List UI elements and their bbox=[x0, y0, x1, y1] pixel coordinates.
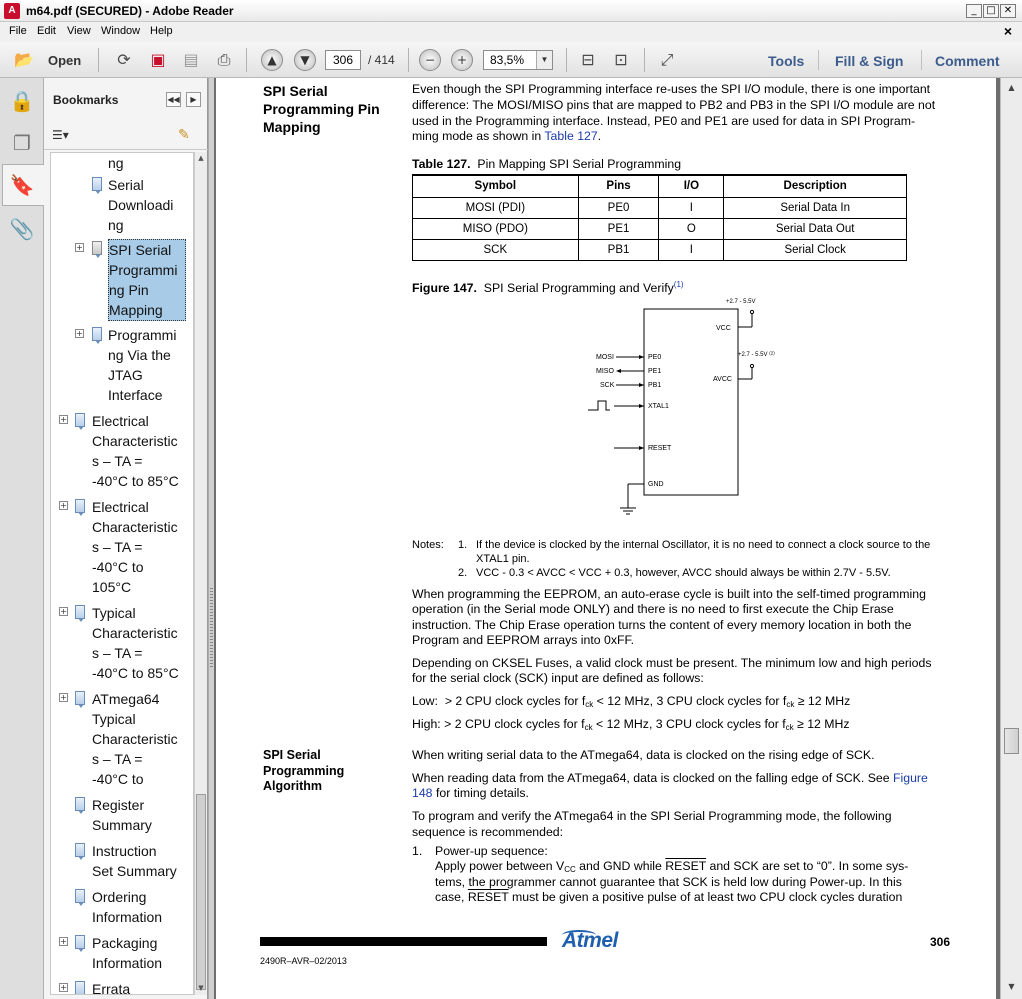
high-label: High: bbox=[412, 717, 441, 731]
intro-text: ming mode as shown in bbox=[412, 129, 545, 143]
heading-line: Programming bbox=[263, 763, 345, 778]
pe1-pin-label: PE1 bbox=[648, 368, 662, 375]
menu-file[interactable]: File bbox=[9, 25, 27, 37]
high-period-line bbox=[412, 717, 850, 736]
page-number: 306 bbox=[930, 935, 951, 949]
bookmark-page-icon bbox=[75, 889, 85, 903]
bookmark-page-icon bbox=[75, 797, 85, 811]
title-bar bbox=[0, 0, 1022, 22]
note-number: 2. bbox=[458, 567, 468, 579]
rising-edge-line: When writing serial data to the ATmega64, data is clocked on the rising edge of SCK. bbox=[412, 748, 875, 762]
bookmark-item-typical-85[interactable]: -40°C to 85°C bbox=[92, 665, 179, 681]
miso-arrow bbox=[616, 369, 621, 373]
open-button[interactable]: Open bbox=[48, 53, 82, 68]
expand-icon[interactable]: + bbox=[60, 937, 67, 946]
bookmark-icon[interactable]: 🔖 bbox=[9, 173, 35, 197]
bookmark-label-line: Mapping bbox=[109, 302, 163, 318]
note-number: 1. bbox=[458, 539, 468, 551]
eeprom-line: When programming the EEPROM, an auto-erase cycle is built into the self-timed programming bbox=[412, 587, 926, 601]
vcc-pin-label: VCC bbox=[716, 325, 731, 332]
export-pdf-icon[interactable]: ▣ bbox=[150, 50, 166, 69]
splitter-grip[interactable] bbox=[210, 588, 213, 668]
step-1-title: Power-up sequence: bbox=[435, 844, 548, 858]
bookmark-item-electrical-105[interactable]: 105°C bbox=[92, 579, 132, 595]
menu-bar bbox=[0, 22, 1022, 42]
table-row bbox=[413, 197, 907, 218]
table-cell: Serial Data In bbox=[724, 197, 907, 218]
bookmark-page-icon bbox=[75, 843, 85, 857]
table-header-row bbox=[413, 175, 907, 197]
falling-text: When reading data from the ATmega64, data is clocked on the falling edge of SCK. See bbox=[412, 771, 894, 785]
comment-button[interactable]: Comment bbox=[935, 53, 1000, 69]
bookmark-item-atmega64-typical[interactable]: -40°C to bbox=[92, 771, 144, 787]
menu-help[interactable]: Help bbox=[150, 25, 173, 37]
pe0-pin-label: PE0 bbox=[648, 354, 662, 361]
avcc-pin-label: AVCC bbox=[713, 376, 732, 383]
notes-label: Notes: bbox=[412, 539, 444, 551]
reset-signal: RESET bbox=[665, 859, 707, 873]
eeprom-line: Program and EEPROM arrays into 0xFF. bbox=[412, 633, 635, 647]
expand-panel-icon[interactable]: ▶ bbox=[186, 92, 201, 107]
collapse-panel-icon[interactable]: ◀◀ bbox=[166, 92, 181, 107]
bookmark-item-typical-85[interactable]: s – TA = bbox=[92, 645, 143, 661]
table-row bbox=[413, 239, 907, 260]
falling-text: for timing details. bbox=[432, 786, 529, 800]
bookmark-item-typical-85[interactable]: Typical bbox=[92, 605, 136, 621]
section-heading-algorithm bbox=[263, 748, 344, 795]
table-title: Pin Mapping SPI Serial Programming bbox=[477, 157, 682, 171]
toolbar bbox=[0, 42, 1022, 78]
clock-text: ≥ 12 MHz bbox=[794, 694, 851, 708]
table-127-link[interactable]: Table 127 bbox=[544, 129, 598, 143]
zoom-value: 83,5% bbox=[490, 53, 525, 67]
expand-icon[interactable]: + bbox=[60, 983, 67, 992]
bookmark-item-serial-downloading[interactable]: Serial bbox=[108, 177, 144, 193]
table-cell: MOSI (PDI) bbox=[413, 197, 579, 218]
bookmark-item-electrical-105[interactable]: -40°C to bbox=[92, 559, 144, 575]
page-number-input[interactable]: 306 bbox=[325, 50, 361, 70]
figure-note-link[interactable]: (1) bbox=[673, 280, 684, 289]
find-bookmark-icon[interactable]: ✎ bbox=[178, 127, 190, 143]
chip-body bbox=[644, 309, 738, 495]
toolbar-separator bbox=[98, 48, 99, 72]
avcc-note: (2) bbox=[769, 350, 775, 356]
mosi-signal-label: MOSI bbox=[596, 354, 614, 361]
table-cell: MISO (PDO) bbox=[413, 218, 579, 239]
sck-signal-label: SCK bbox=[600, 382, 615, 389]
heading-line: SPI Serial bbox=[263, 83, 328, 99]
bookmark-page-icon bbox=[75, 413, 85, 427]
clock-subscript: ck bbox=[785, 723, 794, 732]
clock-text: < 12 MHz, 3 CPU clock cycles for f bbox=[592, 717, 786, 731]
bookmark-item-programming-via-jtag[interactable]: JTAG bbox=[108, 367, 143, 383]
avcc-terminal bbox=[750, 364, 753, 367]
clock-text: ≥ 12 MHz bbox=[793, 717, 850, 731]
clock-text: < 12 MHz, 3 CPU clock cycles for f bbox=[593, 694, 787, 708]
bookmark-options-icon[interactable]: ☰▾ bbox=[52, 128, 69, 142]
fit-page-icon[interactable]: ⊟ bbox=[581, 50, 595, 69]
bookmark-item-instruction-set-summary[interactable]: Set Summary bbox=[92, 863, 177, 879]
bookmark-item-programming-via-jtag[interactable]: Interface bbox=[108, 387, 163, 403]
vcc-supply-label: +2.7 - 5.5V bbox=[726, 299, 756, 305]
reset-signal: RESET bbox=[467, 890, 509, 904]
bookmark-page-icon bbox=[92, 177, 102, 191]
step-text: must be given a positive pulse of at least two CPU clock cycles duration bbox=[508, 890, 903, 904]
window-title: m64.pdf (SECURED) - Adobe Reader bbox=[26, 4, 234, 18]
bookmarks-scroll-thumb[interactable] bbox=[196, 794, 206, 990]
zoom-select[interactable] bbox=[483, 50, 553, 70]
step-text: and GND while bbox=[575, 859, 666, 873]
previous-page-button[interactable]: ▲ bbox=[261, 49, 283, 71]
falling-edge-line bbox=[412, 786, 529, 802]
expand-icon[interactable]: + bbox=[60, 607, 67, 616]
bookmark-item-programming-via-jtag[interactable]: ng Via the bbox=[108, 347, 171, 363]
bookmark-item-atmega64-typical[interactable]: Characteristic bbox=[92, 731, 178, 747]
scroll-down-icon[interactable]: ▼ bbox=[198, 984, 204, 992]
bookmark-item-atmega64-typical[interactable]: ATmega64 bbox=[92, 691, 160, 707]
atmel-logo: Atmel bbox=[562, 929, 618, 952]
reset-arrow bbox=[639, 446, 644, 450]
menu-window[interactable]: Window bbox=[101, 25, 141, 37]
table-cell: PE1 bbox=[578, 218, 659, 239]
bookmarks-header bbox=[44, 78, 208, 122]
clock-subscript: ck bbox=[786, 700, 795, 709]
bookmark-item-electrical-85[interactable]: -40°C to 85°C bbox=[92, 473, 179, 489]
avcc-supply-text: +2.7 - 5.5V bbox=[738, 352, 768, 358]
close-button[interactable]: ✕ bbox=[1000, 4, 1016, 18]
menu-view[interactable]: View bbox=[67, 25, 91, 37]
intro-line: Even though the SPI Programming interface re-uses the SPI I/O module, there is one important bbox=[412, 82, 931, 96]
document-code: 2490R–AVR–02/2013 bbox=[260, 956, 347, 966]
toolbar-separator bbox=[921, 50, 922, 70]
avcc-supply-label bbox=[738, 351, 775, 359]
toolbar-separator bbox=[566, 48, 567, 72]
scroll-down-icon[interactable]: ▼ bbox=[1008, 982, 1015, 991]
document-view[interactable] bbox=[214, 78, 1000, 999]
note-1-line: If the device is clocked by the internal Oscillator, it is no need to connect a clock source to the bbox=[476, 539, 931, 551]
bookmark-label-line: ng Pin bbox=[109, 282, 149, 298]
bookmark-item-serial-downloading[interactable]: ng bbox=[108, 217, 124, 233]
table-cell: PE0 bbox=[578, 197, 659, 218]
step-1-line: tems, the programmer cannot guarantee that SCK is held low during Power-up. In this bbox=[435, 875, 902, 889]
verify-line: To program and verify the ATmega64 in the SPI Serial Programming mode, the following bbox=[412, 809, 892, 823]
expand-icon[interactable]: + bbox=[76, 243, 83, 252]
bookmarks-scrollbar[interactable] bbox=[194, 152, 207, 995]
bookmark-page-icon bbox=[75, 935, 85, 949]
save-icon[interactable]: ▤ bbox=[183, 50, 199, 69]
page-total: / 414 bbox=[368, 53, 395, 67]
bookmark-page-icon bbox=[75, 605, 85, 619]
bookmark-item-packaging-information[interactable]: Information bbox=[92, 955, 163, 971]
lock-icon[interactable]: 🔒 bbox=[9, 89, 35, 113]
gnd-pin-label: GND bbox=[648, 481, 664, 488]
table-cell: O bbox=[659, 218, 724, 239]
section-heading-pin-mapping bbox=[263, 82, 380, 136]
chevron-down-icon[interactable]: ▼ bbox=[536, 51, 552, 69]
table-number: Table 127. bbox=[412, 157, 471, 171]
bookmark-item-electrical-85[interactable]: Electrical bbox=[92, 413, 149, 429]
sck-arrow bbox=[639, 383, 644, 387]
read-mode-icon[interactable]: ⤢ bbox=[660, 50, 674, 69]
mosi-arrow bbox=[639, 355, 644, 359]
toolbar-separator bbox=[818, 50, 819, 70]
bookmark-item[interactable]: ng bbox=[108, 155, 124, 171]
intro-line bbox=[412, 129, 601, 145]
eeprom-line: operation (in the Serial mode ONLY) and there is no need to first execute the Chip Erase bbox=[412, 602, 894, 616]
fill-sign-button[interactable]: Fill & Sign bbox=[835, 53, 904, 69]
bookmark-item-electrical-105[interactable]: Electrical bbox=[92, 499, 149, 515]
pin-mapping-table bbox=[412, 174, 907, 261]
clock-text: > 2 CPU clock cycles for f bbox=[444, 694, 586, 708]
vcc-terminal bbox=[750, 310, 753, 313]
clock-subscript: ck bbox=[585, 700, 594, 709]
bookmark-item-ordering-information[interactable]: Ordering bbox=[92, 889, 147, 905]
step-text: Apply power between V bbox=[435, 859, 565, 873]
bookmark-item-serial-downloading[interactable]: Downloadi bbox=[108, 197, 174, 213]
bookmark-label-line: Programmi bbox=[109, 262, 178, 278]
bookmark-item-programming-via-jtag[interactable]: Programmi bbox=[108, 327, 177, 343]
print-icon[interactable]: ⎙ bbox=[217, 50, 231, 69]
pdf-page bbox=[216, 78, 996, 999]
cksel-line: Depending on CKSEL Fuses, a valid clock must be present. The minimum low and high periods bbox=[412, 656, 932, 670]
intro-end: . bbox=[597, 129, 602, 143]
low-label: Low: bbox=[412, 694, 438, 708]
bookmark-page-icon bbox=[75, 981, 85, 995]
spi-programming-schematic bbox=[588, 293, 788, 519]
bookmarks-title: Bookmarks bbox=[53, 93, 119, 107]
bookmarks-toolbar bbox=[44, 122, 208, 150]
pb1-pin-label: PB1 bbox=[648, 382, 662, 389]
figure-148-link[interactable]: Figure bbox=[893, 771, 928, 785]
reset-pin-label: RESET bbox=[648, 445, 672, 452]
bookmark-page-icon bbox=[75, 499, 85, 513]
document-scrollbar[interactable] bbox=[1000, 78, 1022, 999]
bookmark-item-ordering-information[interactable]: Information bbox=[92, 909, 163, 925]
heading-line: Programming Pin bbox=[263, 101, 380, 117]
bookmark-item-typical-85[interactable]: Characteristic bbox=[92, 625, 178, 641]
column-header: Symbol bbox=[413, 175, 579, 197]
step-1-line bbox=[435, 890, 902, 906]
step-text: case, bbox=[435, 890, 468, 904]
expand-icon[interactable]: + bbox=[60, 501, 67, 510]
table-row bbox=[413, 218, 907, 239]
note-1-line: XTAL1 pin. bbox=[476, 553, 530, 565]
pages-icon[interactable]: ❐ bbox=[13, 131, 31, 155]
bookmark-item-electrical-85[interactable]: Characteristic bbox=[92, 433, 178, 449]
adobe-reader-icon: A bbox=[4, 3, 20, 19]
bookmark-item-register-summary[interactable]: Register bbox=[92, 797, 145, 813]
intro-line: difference: The MOSI/MISO pins that are mapped to PB2 and PB3 in the SPI I/O module are not bbox=[412, 98, 936, 112]
bookmarks-tree bbox=[50, 152, 194, 995]
bookmark-item-register-summary[interactable]: Summary bbox=[92, 817, 152, 833]
bookmark-item-electrical-85[interactable]: s – TA = bbox=[92, 453, 143, 469]
bookmark-page-icon bbox=[92, 241, 102, 255]
xtal1-arrow bbox=[639, 404, 644, 408]
cksel-line: for the serial clock (SCK) input are defined as follows: bbox=[412, 671, 704, 685]
close-document-button[interactable]: × bbox=[1003, 23, 1012, 39]
column-header: Pins bbox=[578, 175, 659, 197]
heading-line: Algorithm bbox=[263, 779, 323, 793]
zoom-out-button[interactable]: − bbox=[419, 49, 441, 71]
bookmark-page-icon bbox=[75, 691, 85, 705]
clock-subscript: ck bbox=[584, 723, 593, 732]
table-cell: SCK bbox=[413, 239, 579, 260]
table-cell: Serial Clock bbox=[724, 239, 907, 260]
falling-edge-line bbox=[412, 771, 928, 787]
attachments-icon[interactable]: 📎 bbox=[9, 217, 35, 241]
intro-line: used in the Programming interface. Instead, PE0 and PE1 are used for data in SPI Program- bbox=[412, 114, 916, 128]
column-header: I/O bbox=[659, 175, 724, 197]
bookmark-item-atmega64-typical[interactable]: s – TA = bbox=[92, 751, 143, 767]
step-number: 1. bbox=[412, 844, 423, 858]
heading-line: SPI Serial bbox=[263, 748, 321, 762]
clock-pulse bbox=[588, 401, 610, 410]
bookmark-item-packaging-information[interactable]: Packaging bbox=[92, 935, 158, 951]
menu-edit[interactable]: Edit bbox=[37, 25, 56, 37]
vcc-subscript: CC bbox=[564, 865, 576, 874]
miso-signal-label: MISO bbox=[596, 368, 614, 375]
bookmarks-panel bbox=[44, 78, 208, 999]
tools-button[interactable]: Tools bbox=[768, 53, 805, 69]
expand-icon[interactable]: + bbox=[60, 693, 67, 702]
zoom-in-button[interactable]: + bbox=[451, 49, 473, 71]
table-cell: I bbox=[659, 239, 724, 260]
bookmark-item-instruction-set-summary[interactable]: Instruction bbox=[92, 843, 157, 859]
table-caption bbox=[412, 157, 681, 173]
heading-line: Mapping bbox=[263, 119, 321, 135]
toolbar-separator bbox=[408, 48, 409, 72]
bookmark-label-line: SPI Serial bbox=[109, 242, 172, 258]
bookmark-item-electrical-105[interactable]: s – TA = bbox=[92, 539, 143, 555]
create-pdf-icon[interactable]: ⟳ bbox=[117, 50, 131, 69]
toolbar-separator bbox=[644, 48, 645, 72]
low-period-line bbox=[412, 694, 850, 713]
table-cell: I bbox=[659, 197, 724, 218]
bookmark-item-spi-serial-programming-pin-mapping[interactable] bbox=[108, 239, 186, 321]
bookmark-item-atmega64-typical[interactable]: Typical bbox=[92, 711, 136, 727]
figure-number: Figure 147. bbox=[412, 281, 477, 296]
open-folder-icon[interactable]: 📂 bbox=[14, 50, 34, 69]
bookmark-item-electrical-105[interactable]: Characteristic bbox=[92, 519, 178, 535]
note-2-line: VCC - 0.3 < AVCC < VCC + 0.3, however, AVCC should always be within 2.7V - 5.5V. bbox=[476, 567, 891, 579]
figure-148-link[interactable]: 148 bbox=[412, 786, 433, 800]
verify-line: sequence is recommended: bbox=[412, 825, 564, 839]
maximize-button[interactable]: □ bbox=[983, 4, 999, 18]
figure-title: SPI Serial Programming and Verify bbox=[483, 281, 674, 296]
minimize-button[interactable]: _ bbox=[966, 4, 982, 18]
next-page-button[interactable]: ▼ bbox=[294, 49, 316, 71]
bookmark-item-errata[interactable]: Errata bbox=[92, 981, 131, 995]
xtal1-pin-label: XTAL1 bbox=[648, 403, 669, 410]
step-text: and SCK are set to “0”. In some sys- bbox=[706, 859, 909, 873]
table-cell: PB1 bbox=[578, 239, 659, 260]
fit-width-icon[interactable]: ⊡ bbox=[614, 50, 628, 69]
toolbar-separator bbox=[246, 48, 247, 72]
eeprom-line: instruction. The Chip Erase operation turns the content of every memory location in both the bbox=[412, 618, 912, 632]
bookmark-page-icon bbox=[92, 327, 102, 341]
scroll-up-icon[interactable]: ▲ bbox=[1008, 83, 1015, 92]
document-scroll-thumb[interactable] bbox=[1004, 728, 1019, 754]
footer-rule bbox=[260, 937, 547, 946]
table-cell: Serial Data Out bbox=[724, 218, 907, 239]
scroll-up-icon[interactable]: ▲ bbox=[198, 154, 204, 162]
expand-icon[interactable]: + bbox=[60, 415, 67, 424]
clock-text: > 2 CPU clock cycles for f bbox=[444, 717, 585, 731]
expand-icon[interactable]: + bbox=[76, 329, 83, 338]
navigation-rail bbox=[0, 78, 44, 999]
column-header: Description bbox=[724, 175, 907, 197]
